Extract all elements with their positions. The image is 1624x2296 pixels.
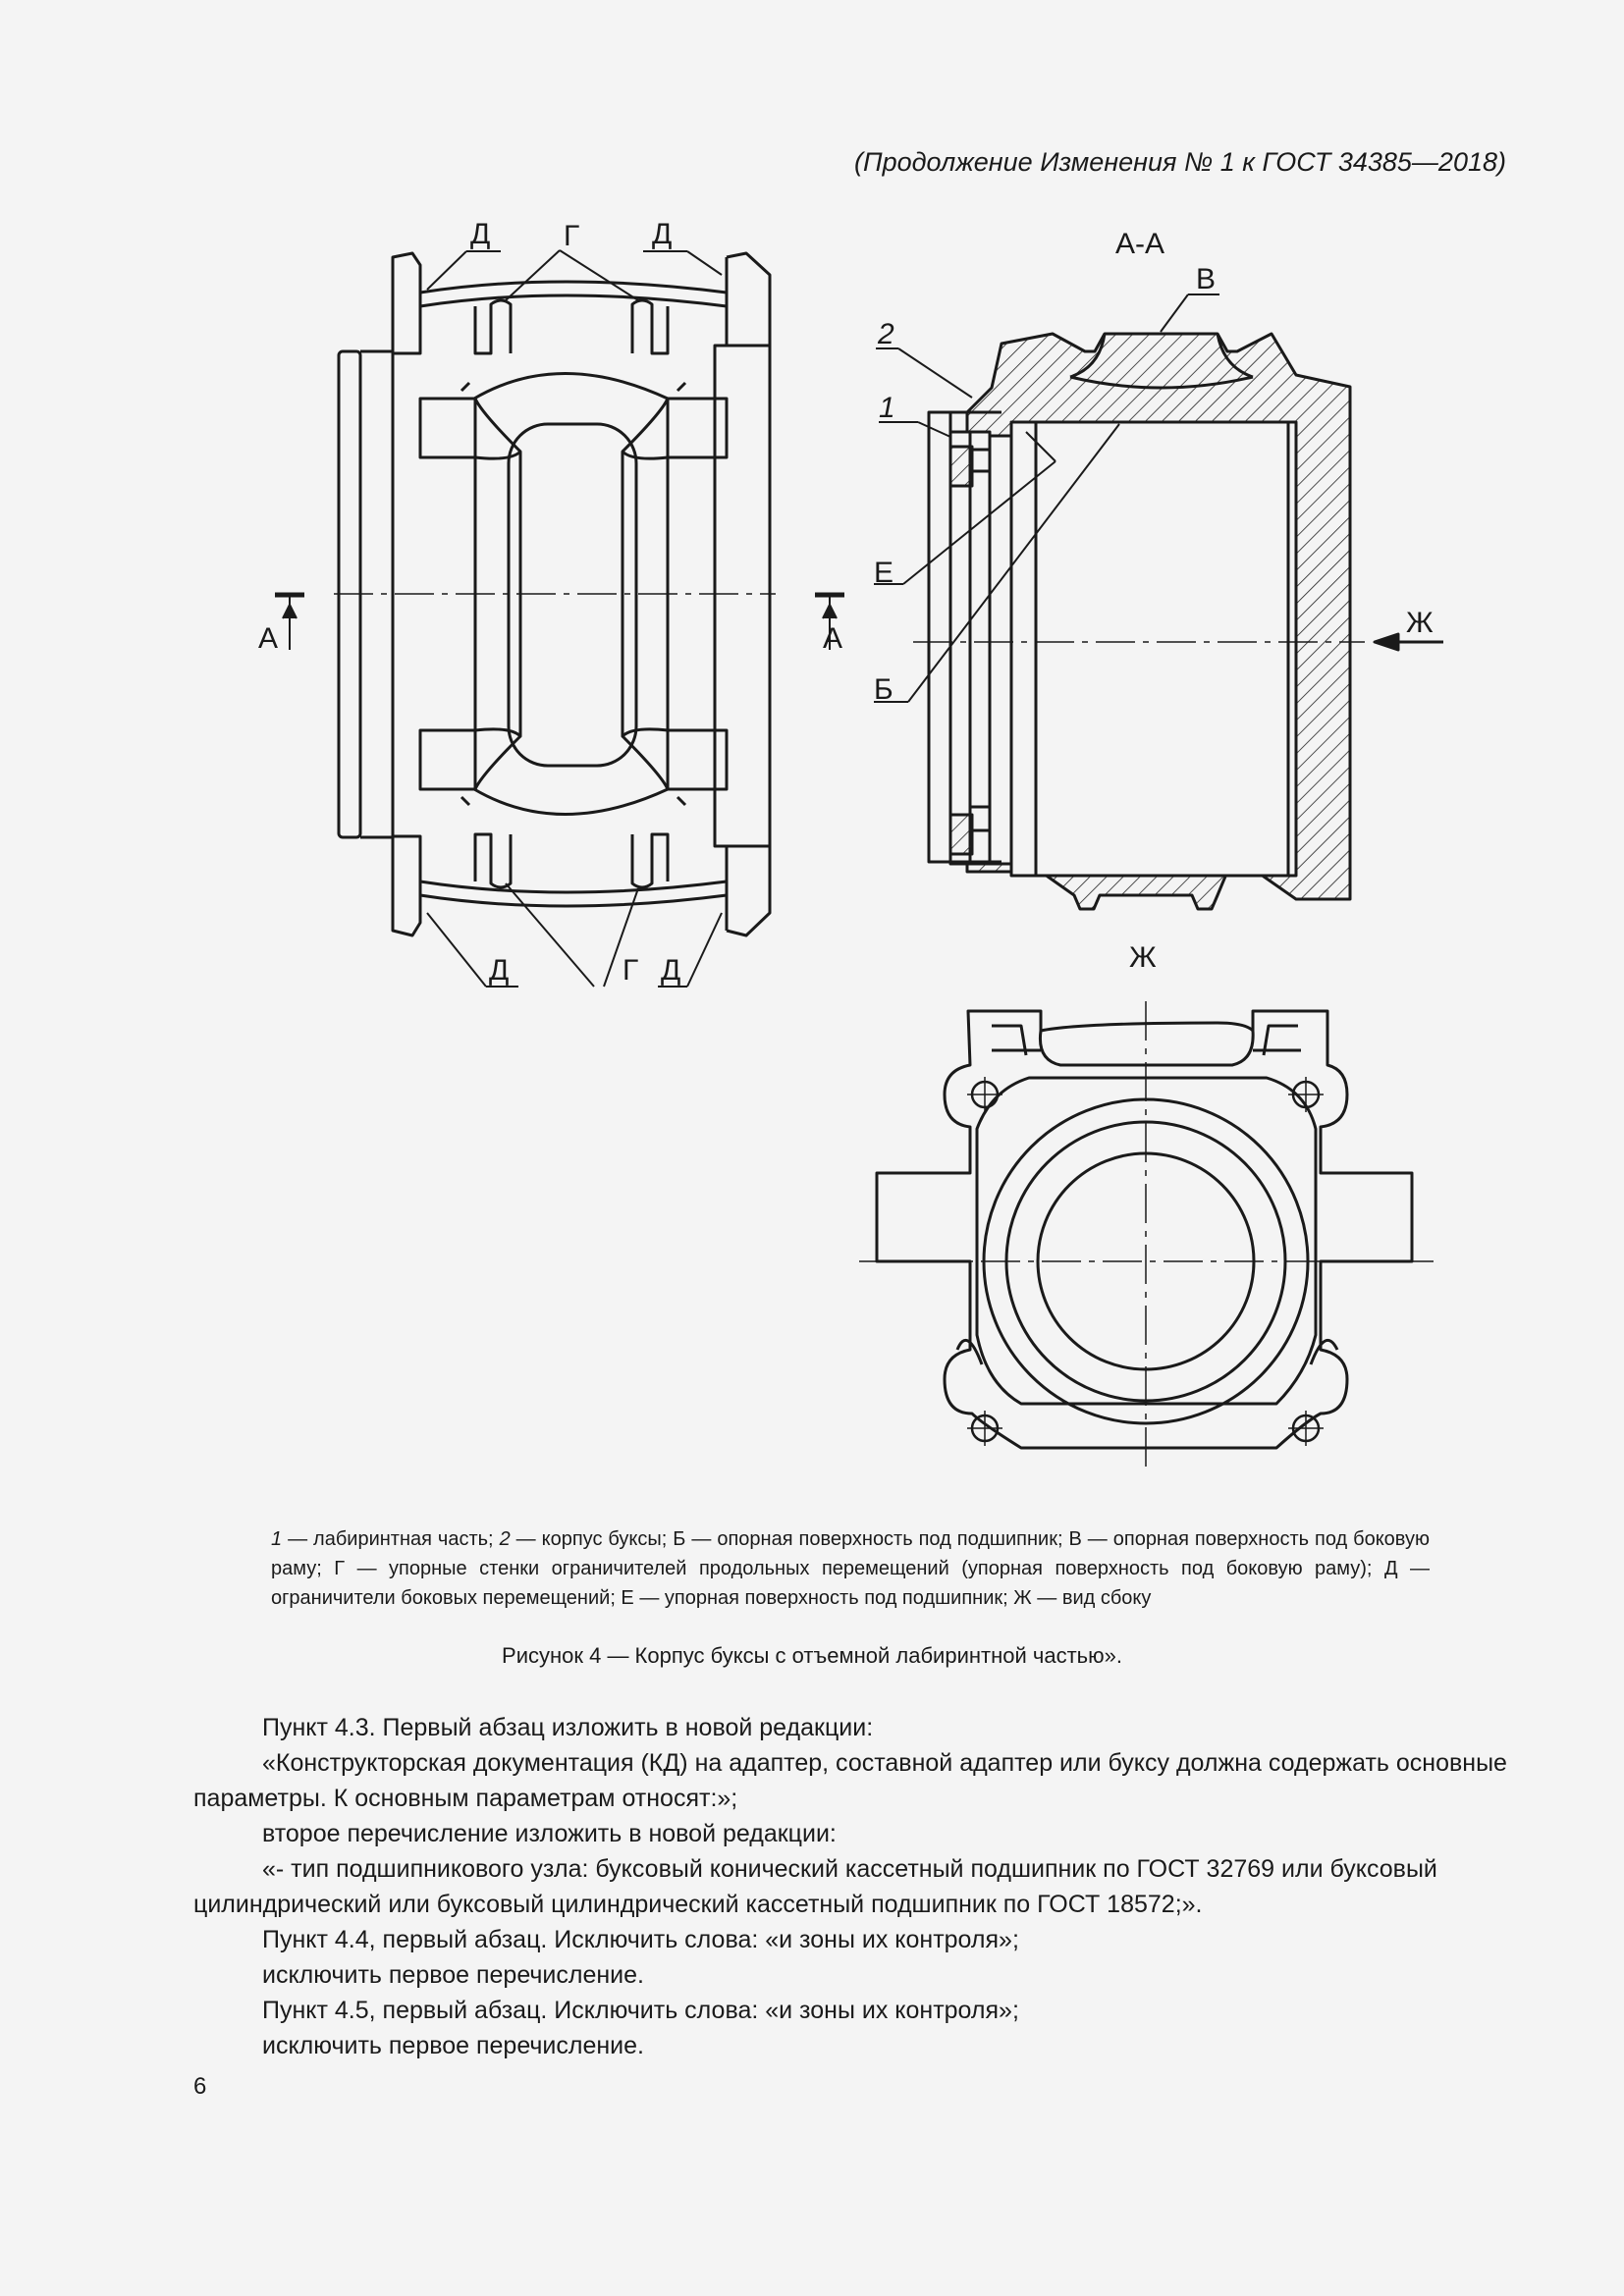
label-a-right: А	[823, 622, 843, 655]
label-zh-arrow: Ж	[1406, 607, 1434, 639]
label-section-aa: А-А	[1115, 228, 1165, 260]
figure-title: Рисунок 4 — Корпус буксы с отъемной лабиринтной частью».	[502, 1643, 1122, 1668]
label-a-left: А	[258, 622, 279, 655]
paragraph: «Конструкторская документация (КД) на адаптер, составной адаптер или буксу должна содержать основные параметры. К основным параметрам относят:»;	[193, 1749, 1507, 1812]
legend-n1: 1	[271, 1528, 283, 1550]
label-1: 1	[879, 392, 895, 424]
label-g-bottom: Г	[623, 954, 639, 987]
label-d-top-right: Д	[652, 218, 673, 250]
label-v: В	[1196, 263, 1217, 295]
paragraph: второе перечисление изложить в новой редакции:	[262, 1820, 837, 1847]
label-d-bottom-left: Д	[489, 954, 510, 987]
paragraph: Пункт 4.4, первый абзац. Исключить слова: «и зоны их контроля»;	[262, 1926, 1019, 1953]
label-b: Б	[874, 673, 893, 706]
label-d-top-left: Д	[470, 218, 491, 250]
paragraph: Пункт 4.3. Первый абзац изложить в новой редакции:	[262, 1714, 874, 1741]
label-d-bottom-right: Д	[661, 954, 681, 987]
paragraph: «- тип подшипникового узла: буксовый конический кассетный подшипник по ГОСТ 32769 или буксовый цилиндрический или буксовый цилиндрический кассетный подшипник по ГОСТ 18572;».	[193, 1855, 1437, 1918]
label-g-top: Г	[564, 220, 580, 252]
paragraph: исключить первое перечисление.	[262, 1961, 645, 1989]
paragraph: Пункт 4.5, первый абзац. Исключить слова: «и зоны их контроля»;	[262, 1997, 1019, 2024]
paragraph: исключить первое перечисление.	[262, 2032, 645, 2059]
page-header: (Продолжение Изменения № 1 к ГОСТ 34385—2018)	[854, 147, 1506, 177]
legend-n2: 2	[499, 1528, 511, 1550]
label-zh-view: Ж	[1129, 941, 1157, 974]
label-2: 2	[878, 318, 894, 350]
page-number: 6	[193, 2073, 207, 2100]
section-view	[929, 334, 1350, 909]
side-view	[877, 1011, 1412, 1448]
legend-t2: — корпус буксы; Б — опорная поверхность под подшипник; В — опорная поверхность под боковую раму; Г — упорные стенки ограничителей продольных перемещений (упорная поверхность под боковую раму); Д — ограничители боковых перемещений; Е — упорная поверхность под подшипник; Ж — вид сбоку	[271, 1528, 1430, 1609]
label-e: Е	[874, 557, 894, 589]
body-text	[193, 1710, 1509, 2063]
figure-legend	[271, 1524, 1430, 1613]
legend-t1: — лабиринтная часть;	[282, 1528, 500, 1550]
